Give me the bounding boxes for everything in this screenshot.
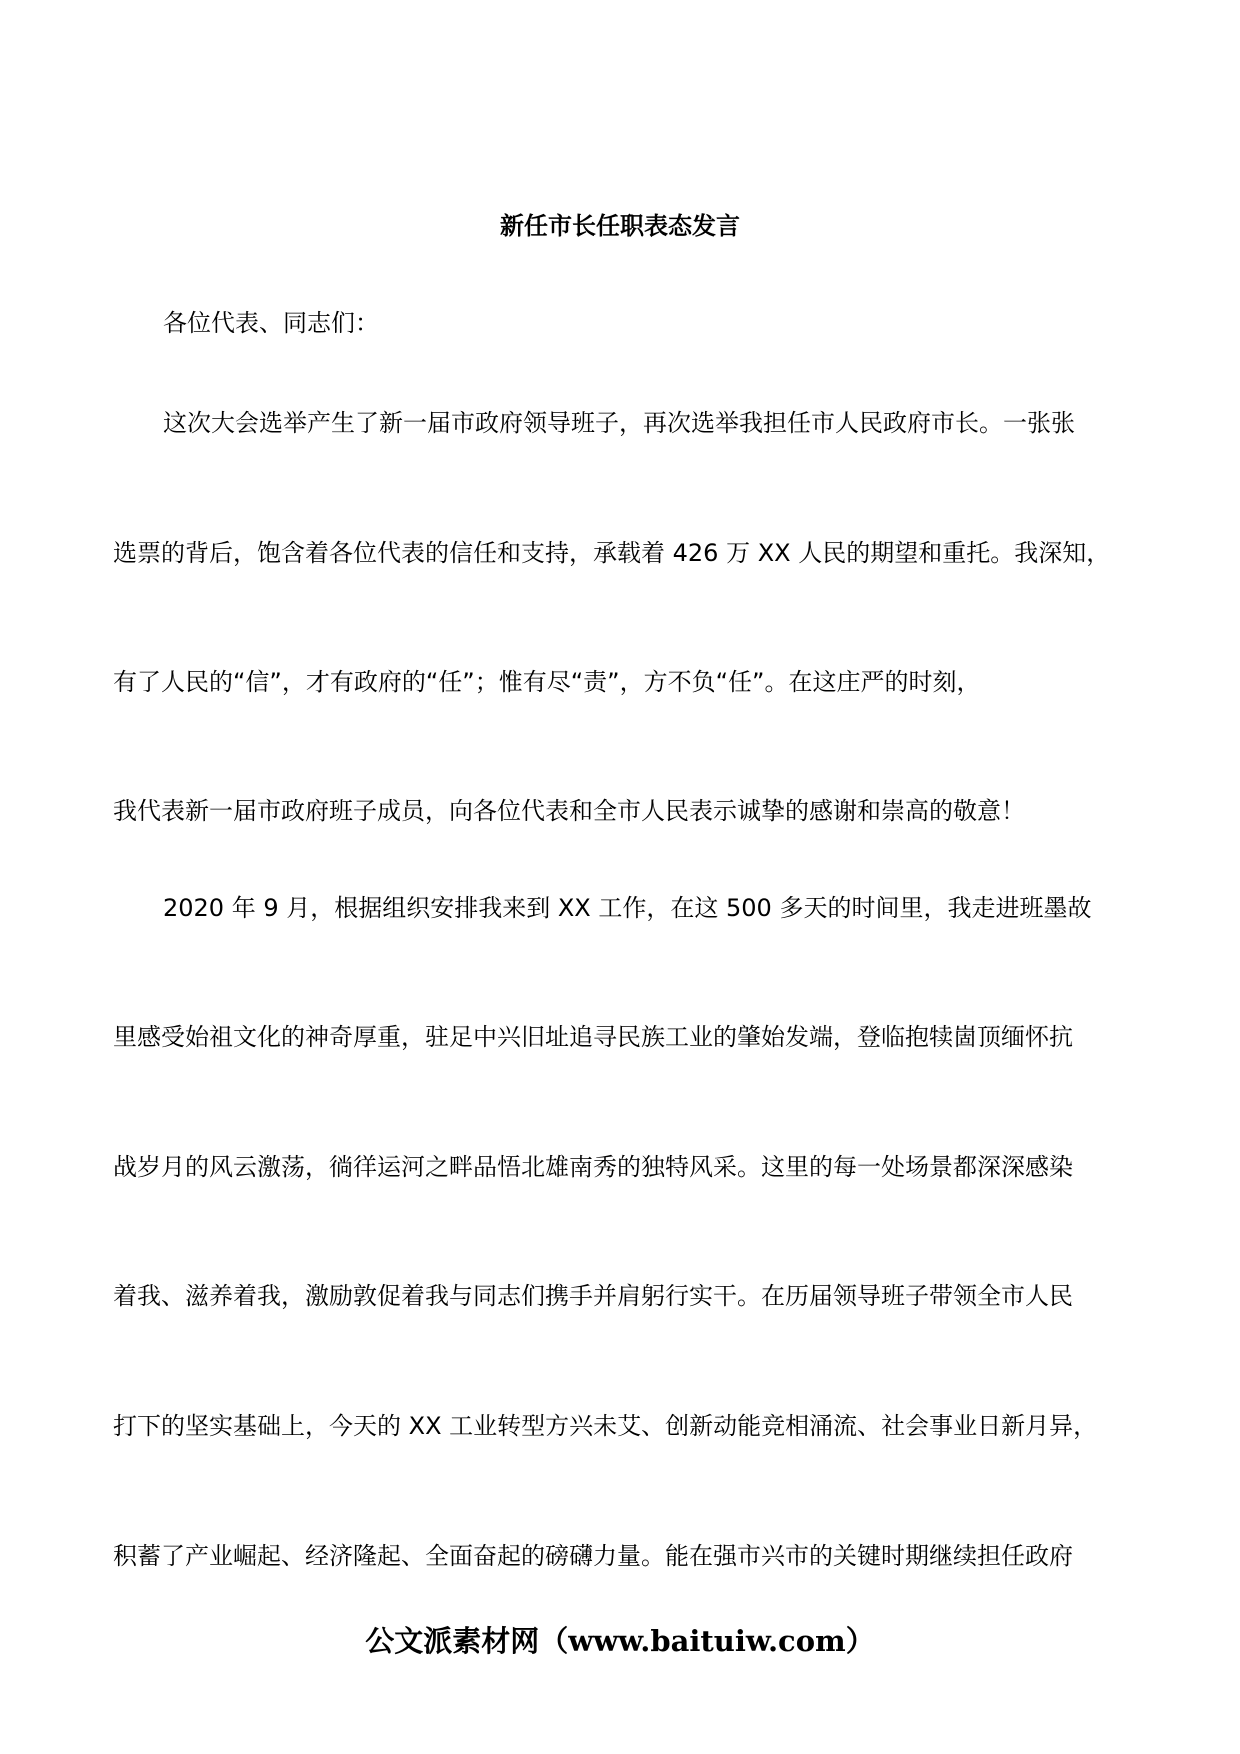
paragraph-2-line-3: 战岁月的风云激荡，徜徉运河之畔品悟北雄南秀的独特风采。这里的每一处场景都深深感染 [113, 1153, 1073, 1181]
paragraph-2-line-2: 里感受始祖文化的神奇厚重，驻足中兴旧址追寻民族工业的肇始发端，登临抱犊崮顶缅怀抗 [113, 1023, 1073, 1051]
paragraph-1-line-1: 这次大会选举产生了新一届市政府领导班子，再次选举我担任市人民政府市长。一张张 [163, 409, 1075, 437]
salutation: 各位代表、同志们： [163, 309, 379, 337]
paragraph-1-line-3: 有了人民的“信”，才有政府的“任”；惟有尽“责”，方不负“任”。在这庄严的时刻， [113, 668, 981, 696]
paragraph-2-line-1: 2020 年 9 月，根据组织安排我来到 XX 工作，在这 500 多天的时间里，我走进班墨故 [163, 894, 1092, 922]
page-title: 新任市长任职表态发言 [500, 212, 740, 240]
paragraph-2-line-6: 积蓄了产业崛起、经济隆起、全面奋起的磅礴力量。能在强市兴市的关键时期继续担任政府 [113, 1542, 1073, 1570]
paragraph-2-line-5: 打下的坚实基础上，今天的 XX 工业转型方兴未艾、创新动能竞相涌流、社会事业日新月异， [113, 1412, 1098, 1440]
paragraph-1-line-2: 选票的背后，饱含着各位代表的信任和支持，承载着 426 万 XX 人民的期望和重托。我深知， [113, 539, 1111, 567]
paragraph-1-line-4: 我代表新一届市政府班子成员，向各位代表和全市人民表示诚挚的感谢和崇高的敬意！ [113, 797, 1025, 825]
paragraph-2-line-4: 着我、滋养着我，激励敦促着我与同志们携手并肩躬行实干。在历届领导班子带领全市人民 [113, 1282, 1073, 1310]
footer-watermark: 公文派素材网（www.baituiw.com） [365, 1624, 875, 1658]
